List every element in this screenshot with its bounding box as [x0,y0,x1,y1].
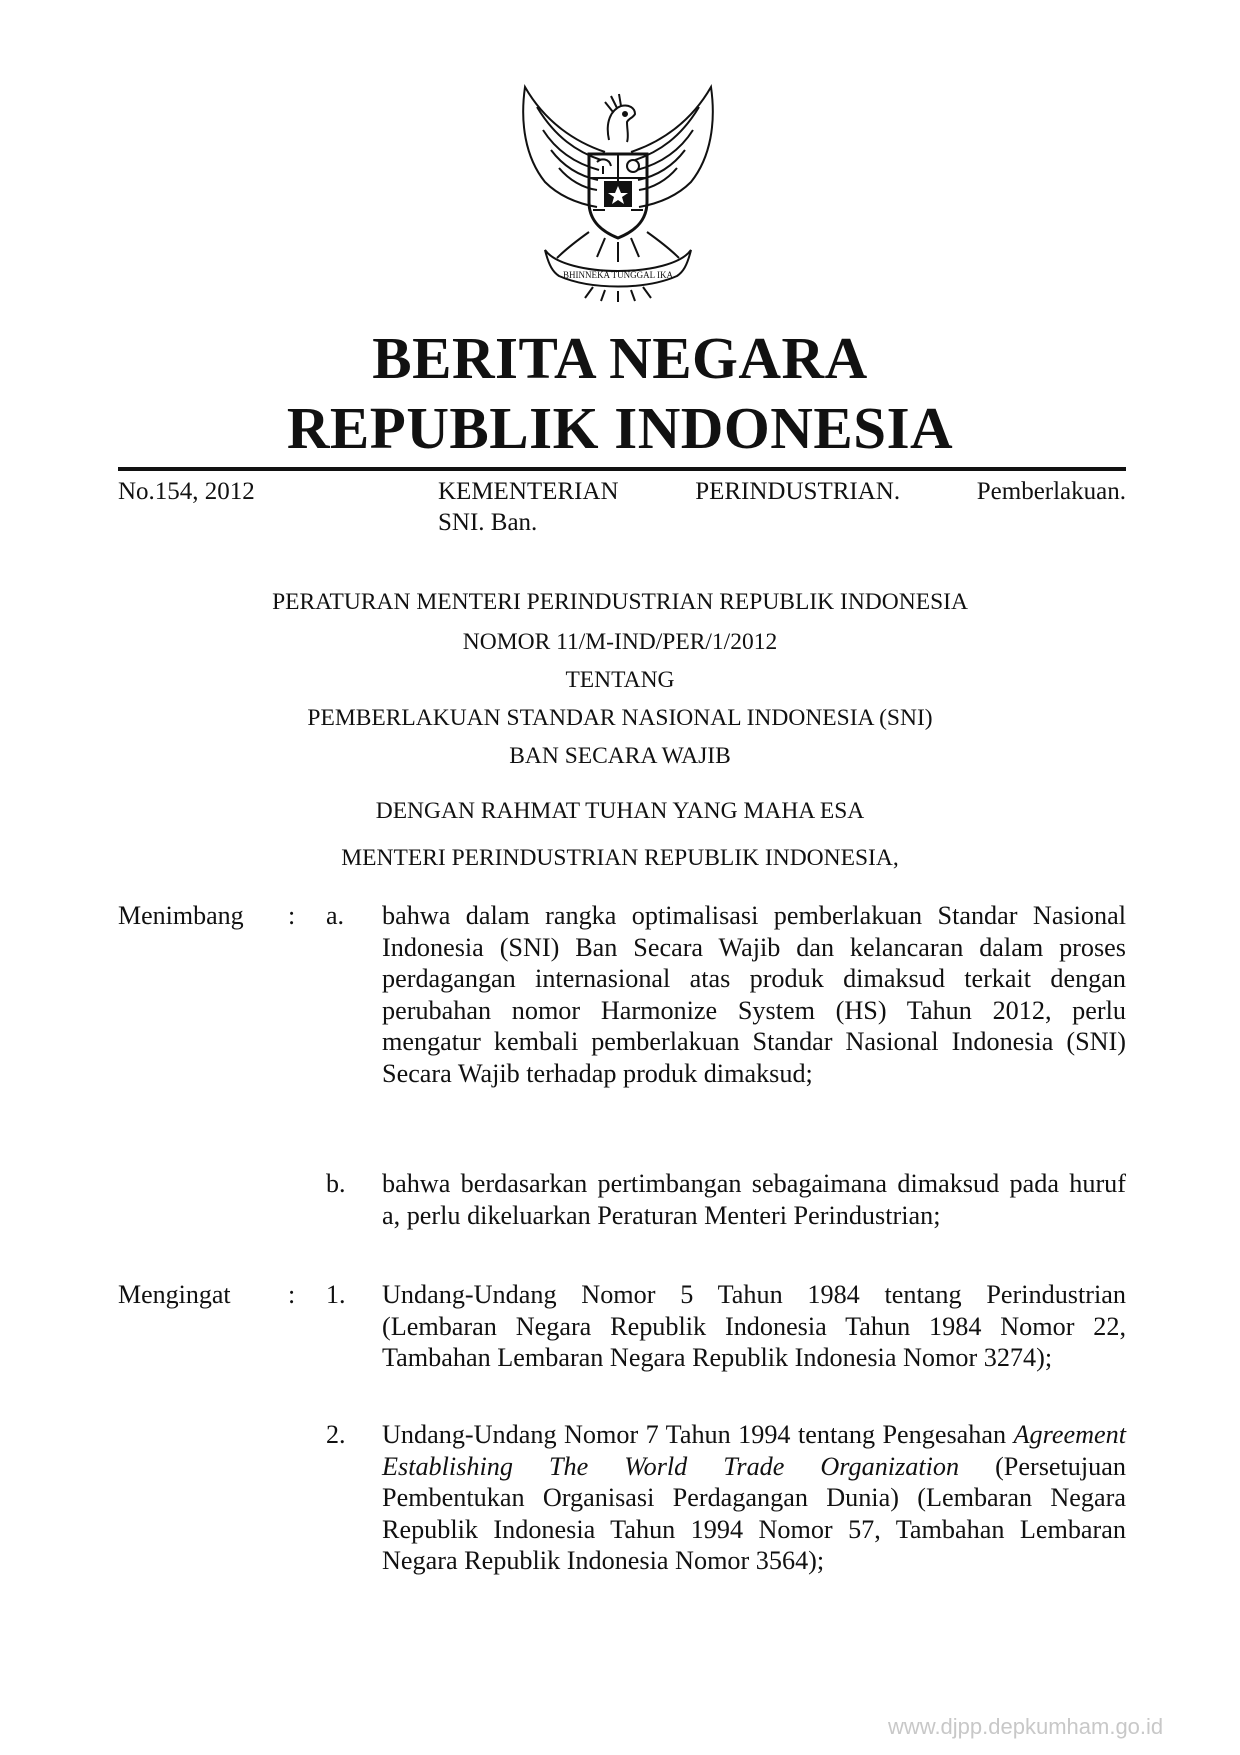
gazette-number: No.154, 2012 [118,478,255,505]
mengingat-marker-2: 2. [326,1420,346,1449]
emblem-motto: BHINNEKA TUNGGAL IKA [563,270,673,280]
mengingat-clause-2 [382,1419,1126,1577]
masthead-line-1: BERITA NEGARA [372,325,868,391]
regulation-invocation: DENGAN RAHMAT TUHAN YANG MAHA ESA [375,798,865,824]
clause-2-text-a: Undang-Undang Nomor 7 Tahun 1994 tentang Pengesahan [382,1420,1014,1449]
masthead-divider [118,467,1126,471]
menimbang-clause-a: bahwa dalam rangka optimalisasi pemberlakuan Standar Nasional Indonesia (SNI) Ban Secara Wajib dan kelancaran dalam proses perdagangan internasional atas produk dimaksud terkait dengan perubahan nomor Harmonize System (HS) Tahun 2012, perlu mengatur kembali pemberlakuan Standar Nasional Indonesia (SNI) Secara Wajib terhadap produk dimaksud; [382,901,1126,1088]
regulation-subject-line-1: PEMBERLAKUAN STANDAR NASIONAL INDONESIA (SNI) [307,705,933,731]
mengingat-marker-1: 1. [326,1280,346,1309]
clause-2-italic-title: Agreement Establishing The World Trade Organization [382,1420,1126,1481]
regulation-subject-line-2: BAN SECARA WAJIB [509,743,731,769]
masthead-line-2: REPUBLIK INDONESIA [286,395,954,461]
regulation-issuer: MENTERI PERINDUSTRIAN REPUBLIK INDONESIA, [341,845,899,871]
menimbang-colon: : [288,901,296,930]
gazette-description: KEMENTERIAN PERINDUSTRIAN. Pemberlakuan. [438,478,1126,505]
watermark: www.djpp.depkumham.go.id [888,1714,1164,1739]
regulation-about: TENTANG [565,667,675,693]
garuda-pancasila-emblem-icon [505,82,731,302]
menimbang-marker-b: b. [326,1169,346,1198]
menimbang-label: Menimbang [118,901,244,930]
regulation-number: NOMOR 11/M-IND/PER/1/2012 [462,629,778,655]
mengingat-colon: : [288,1280,296,1309]
menimbang-marker-a: a. [326,901,345,930]
mengingat-label: Mengingat [118,1280,231,1309]
menimbang-clause-b: bahwa berdasarkan pertimbangan sebagaimana dimaksud pada huruf a, perlu dikeluarkan Peraturan Menteri Perindustrian; [382,1169,1126,1230]
clause-2-text-b: (Persetujuan Pembentukan Organisasi Perdagangan Dunia) (Lembaran Negara Republik Indonesia Tahun 1994 Nomor 57, Tambahan Lembaran Negara Republik Indonesia Nomor 3564); [382,1451,1126,1576]
gazette-description-cont: SNI. Ban. [438,509,538,536]
regulation-title: PERATURAN MENTERI PERINDUSTRIAN REPUBLIK INDONESIA [272,589,968,615]
mengingat-clause-1: Undang-Undang Nomor 5 Tahun 1984 tentang Perindustrian (Lembaran Negara Republik Indonesia Tahun 1984 Nomor 22, Tambahan Lembaran Negara Republik Indonesia Nomor 3274); [382,1280,1126,1373]
